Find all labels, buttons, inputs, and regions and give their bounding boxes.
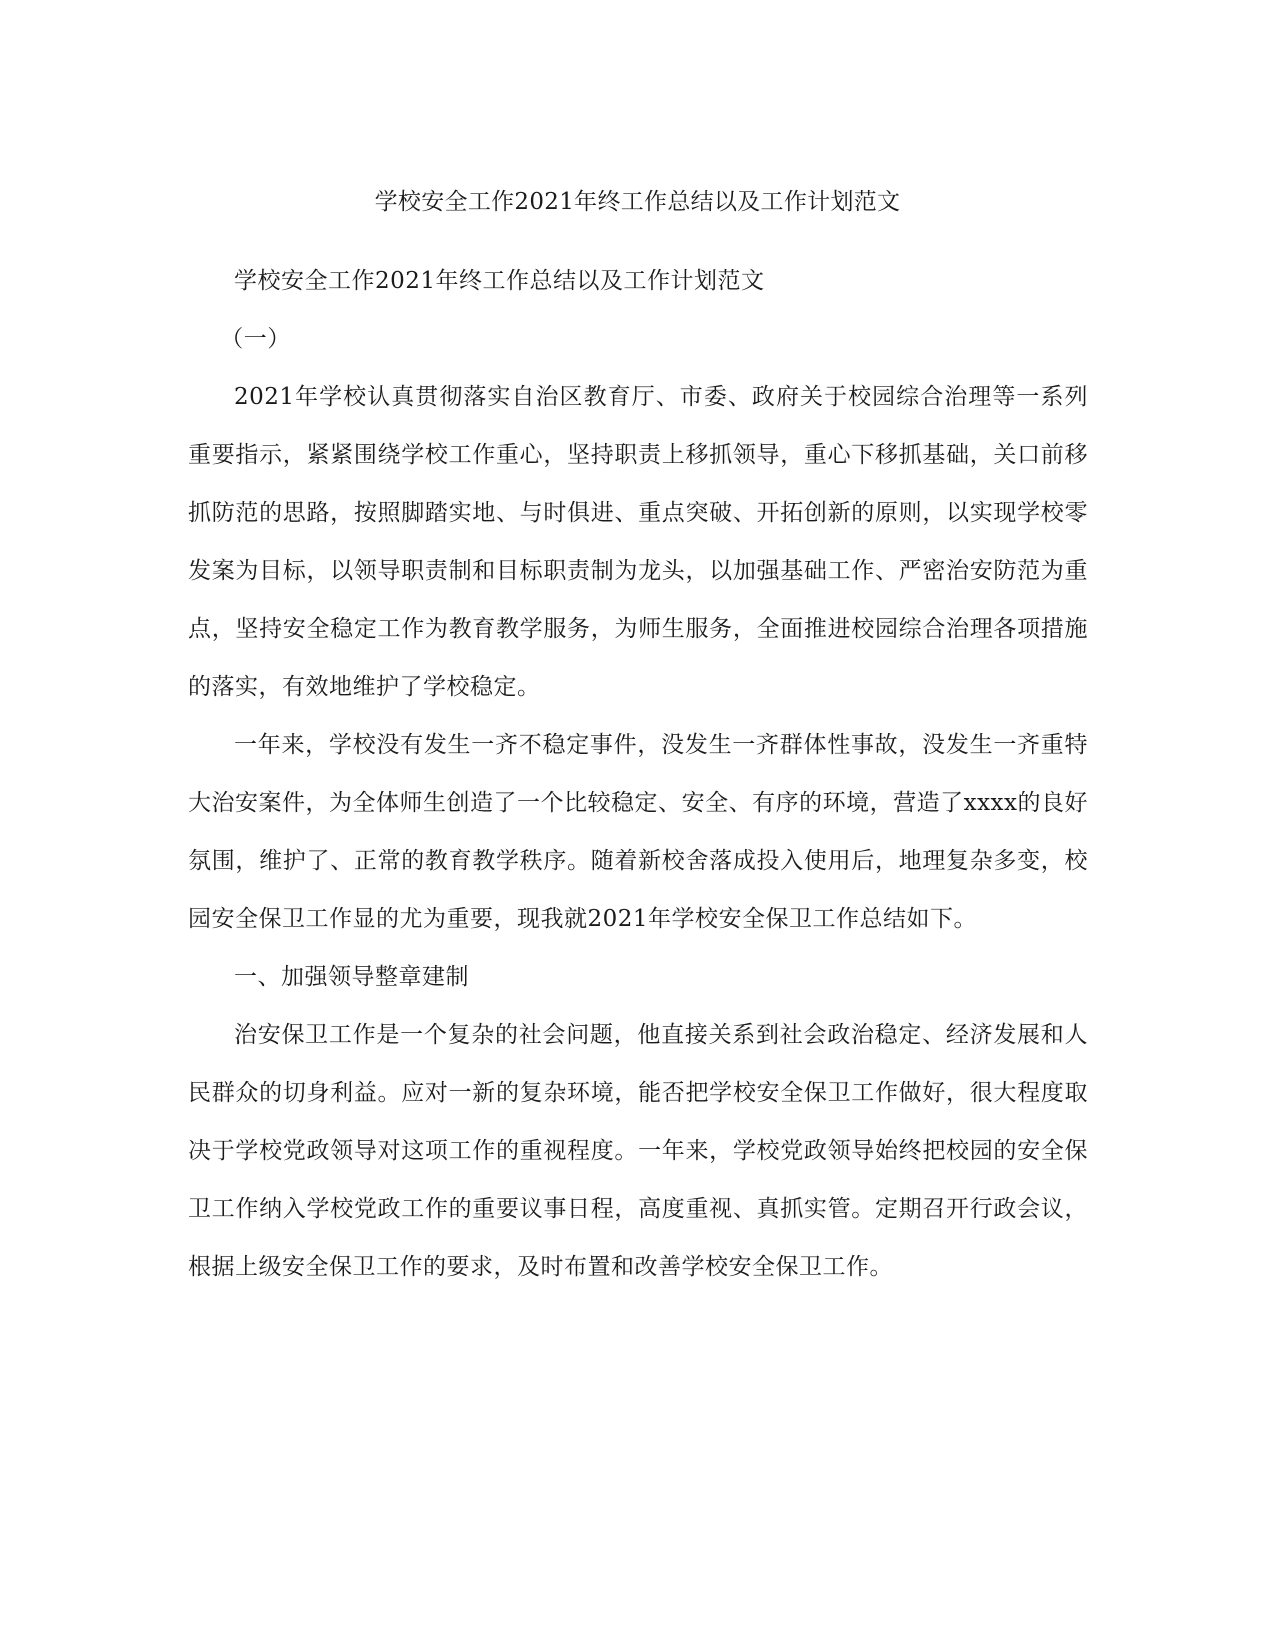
paragraph-year-review: 一年来，学校没有发生一齐不稳定事件，没发生一齐群体性事故，没发生一齐重特大治安案件，为全体师生创造了一个比较稳定、安全、有序的环境，营造了xxxx的良好氛围，维护了、正常的教育教学秩序。随着新校舍落成投入使用后，地理复杂多变，校园安全保卫工作显的尤为重要，现我就2021年学校安全保卫工作总结如下。 (188, 732, 1088, 932)
paragraph-intro: 2021年学校认真贯彻落实自治区教育厅、市委、政府关于校园综合治理等一系列重要指示，紧紧围绕学校工作重心，坚持职责上移抓领导，重心下移抓基础，关口前移抓防范的思路，按照脚踏实地、与时俱进、重点突破、开拓创新的原则，以实现学校零发案为目标，以领导职责制和目标职责制为龙头，以加强基础工作、严密治安防范为重点，坚持安全稳定工作为教育教学服务，为师生服务，全面推进校园综合治理各项措施的落实，有效地维护了学校稳定。 (188, 384, 1088, 700)
paragraph-section-heading: 一、加强领导整章建制 (234, 964, 469, 990)
paragraph-section-number: （一） (220, 326, 291, 352)
paragraph-heading: 学校安全工作2021年终工作总结以及工作计划范文 (234, 268, 765, 294)
document-title: 学校安全工作2021年终工作总结以及工作计划范文 (374, 189, 901, 215)
document-body (188, 252, 1088, 1296)
paragraph-leadership: 治安保卫工作是一个复杂的社会问题，他直接关系到社会政治稳定、经济发展和人民群众的切身利益。应对一新的复杂环境，能否把学校安全保卫工作做好，很大程度取决于学校党政领导对这项工作的重视程度。一年来，学校党政领导始终把校园的安全保卫工作纳入学校党政工作的重要议事日程，高度重视、真抓实管。定期召开行政会议，根据上级安全保卫工作的要求，及时布置和改善学校安全保卫工作。 (188, 1022, 1088, 1280)
